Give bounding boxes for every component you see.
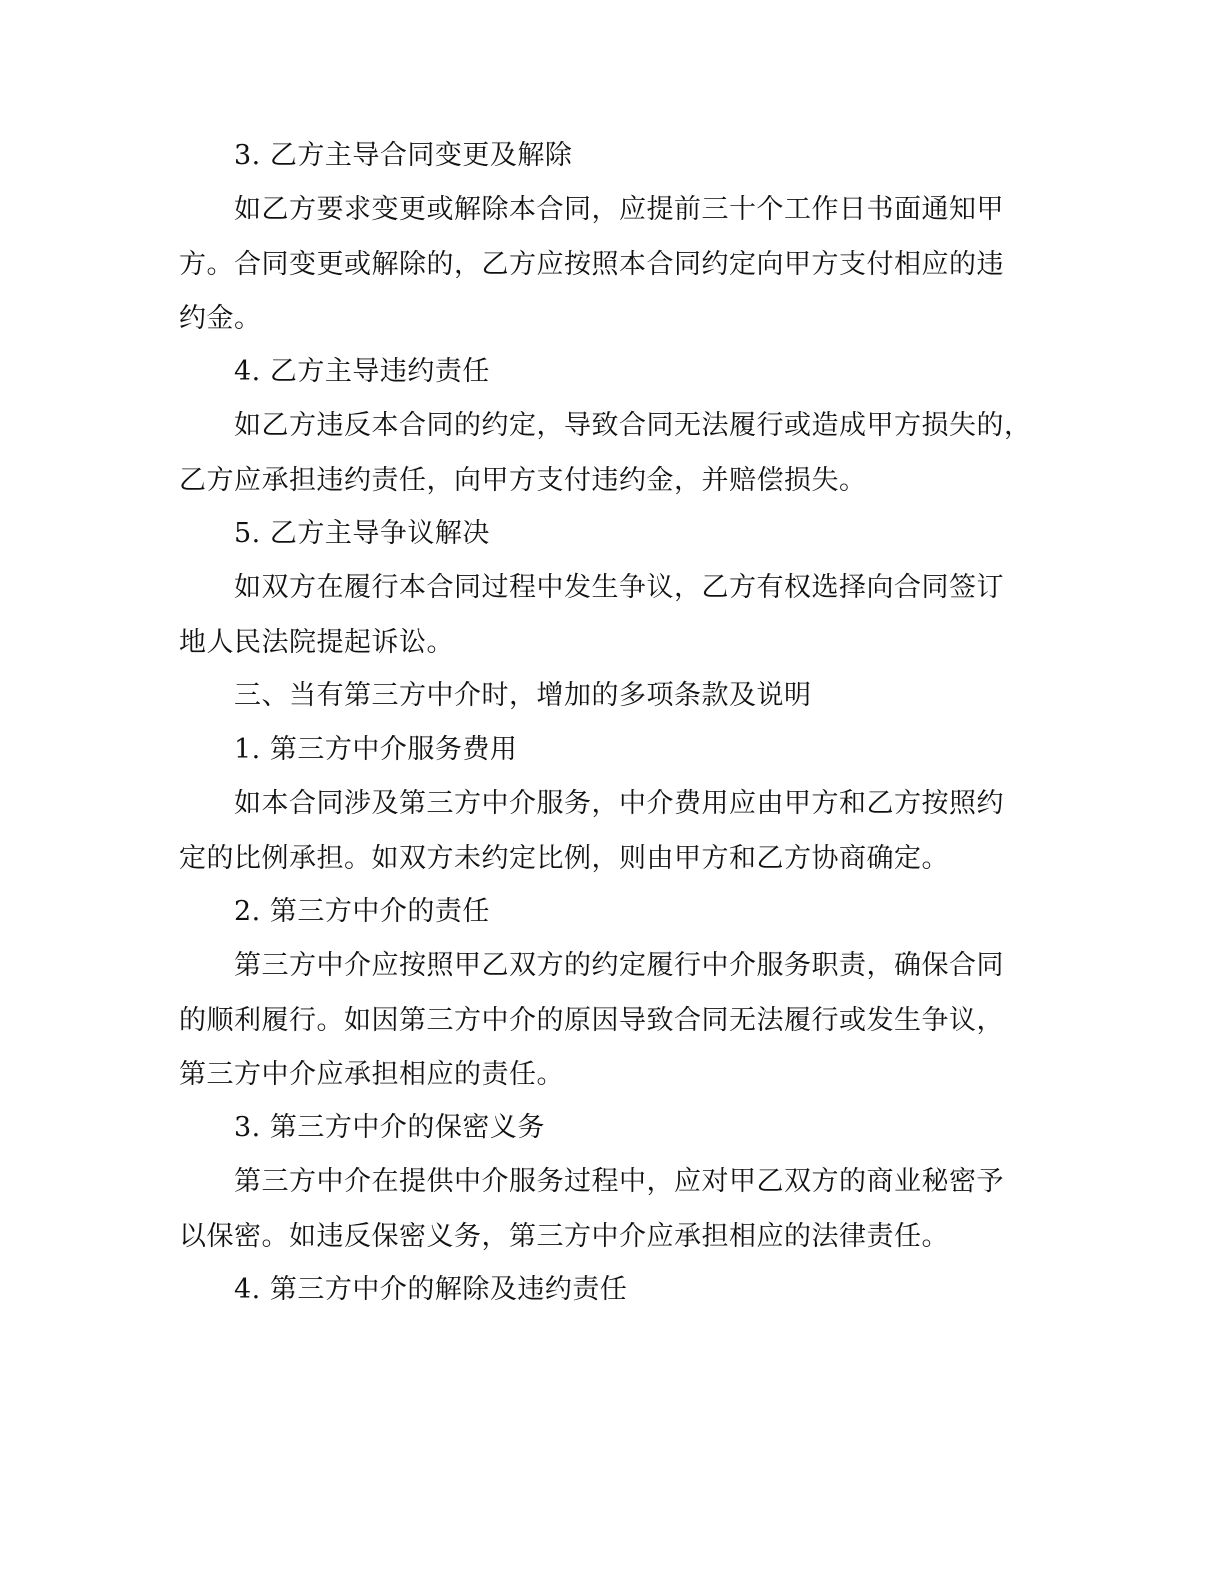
paragraph-line: 以保密。如违反保密义务，第三方中介应承担相应的法律责任。: [179, 1221, 949, 1252]
paragraph-line: 地人民法院提起诉讼。: [179, 627, 454, 658]
heading-b4: 4. 乙方主导违约责任: [234, 356, 490, 387]
paragraph-line: 定的比例承担。如双方未约定比例，则由甲方和乙方协商确定。: [179, 843, 949, 874]
heading-c2: 2. 第三方中介的责任: [234, 896, 490, 927]
paragraph-line: 第三方中介应按照甲乙双方的约定履行中介服务职责，确保合同: [234, 950, 1004, 981]
heading-c3: 3. 第三方中介的保密义务: [234, 1112, 545, 1143]
paragraph-line: 的顺利履行。如因第三方中介的原因导致合同无法履行或发生争议，: [179, 1005, 1004, 1036]
heading-c4: 4. 第三方中介的解除及违约责任: [234, 1274, 628, 1305]
paragraph-line: 如双方在履行本合同过程中发生争议，乙方有权选择向合同签订: [234, 572, 1004, 603]
paragraph-line: 如乙方违反本合同的约定，导致合同无法履行或造成甲方损失的，: [234, 410, 1032, 441]
paragraph-line: 乙方应承担违约责任，向甲方支付违约金，并赔偿损失。: [179, 465, 867, 496]
paragraph-line: 第三方中介应承担相应的责任。: [179, 1059, 564, 1090]
heading-b5: 5. 乙方主导争议解决: [234, 518, 490, 549]
section-heading-3: 三、当有第三方中介时，增加的多项条款及说明: [234, 680, 812, 711]
paragraph-line: 如乙方要求变更或解除本合同，应提前三十个工作日书面通知甲: [234, 194, 1004, 225]
paragraph-line: 如本合同涉及第三方中介服务，中介费用应由甲方和乙方按照约: [234, 788, 1004, 819]
heading-c1: 1. 第三方中介服务费用: [234, 734, 518, 765]
paragraph-line: 方。合同变更或解除的，乙方应按照本合同约定向甲方支付相应的违: [179, 249, 1004, 280]
paragraph-line: 约金。: [179, 303, 262, 334]
paragraph-line: 第三方中介在提供中介服务过程中，应对甲乙双方的商业秘密予: [234, 1166, 1004, 1197]
heading-b3: 3. 乙方主导合同变更及解除: [234, 140, 573, 171]
